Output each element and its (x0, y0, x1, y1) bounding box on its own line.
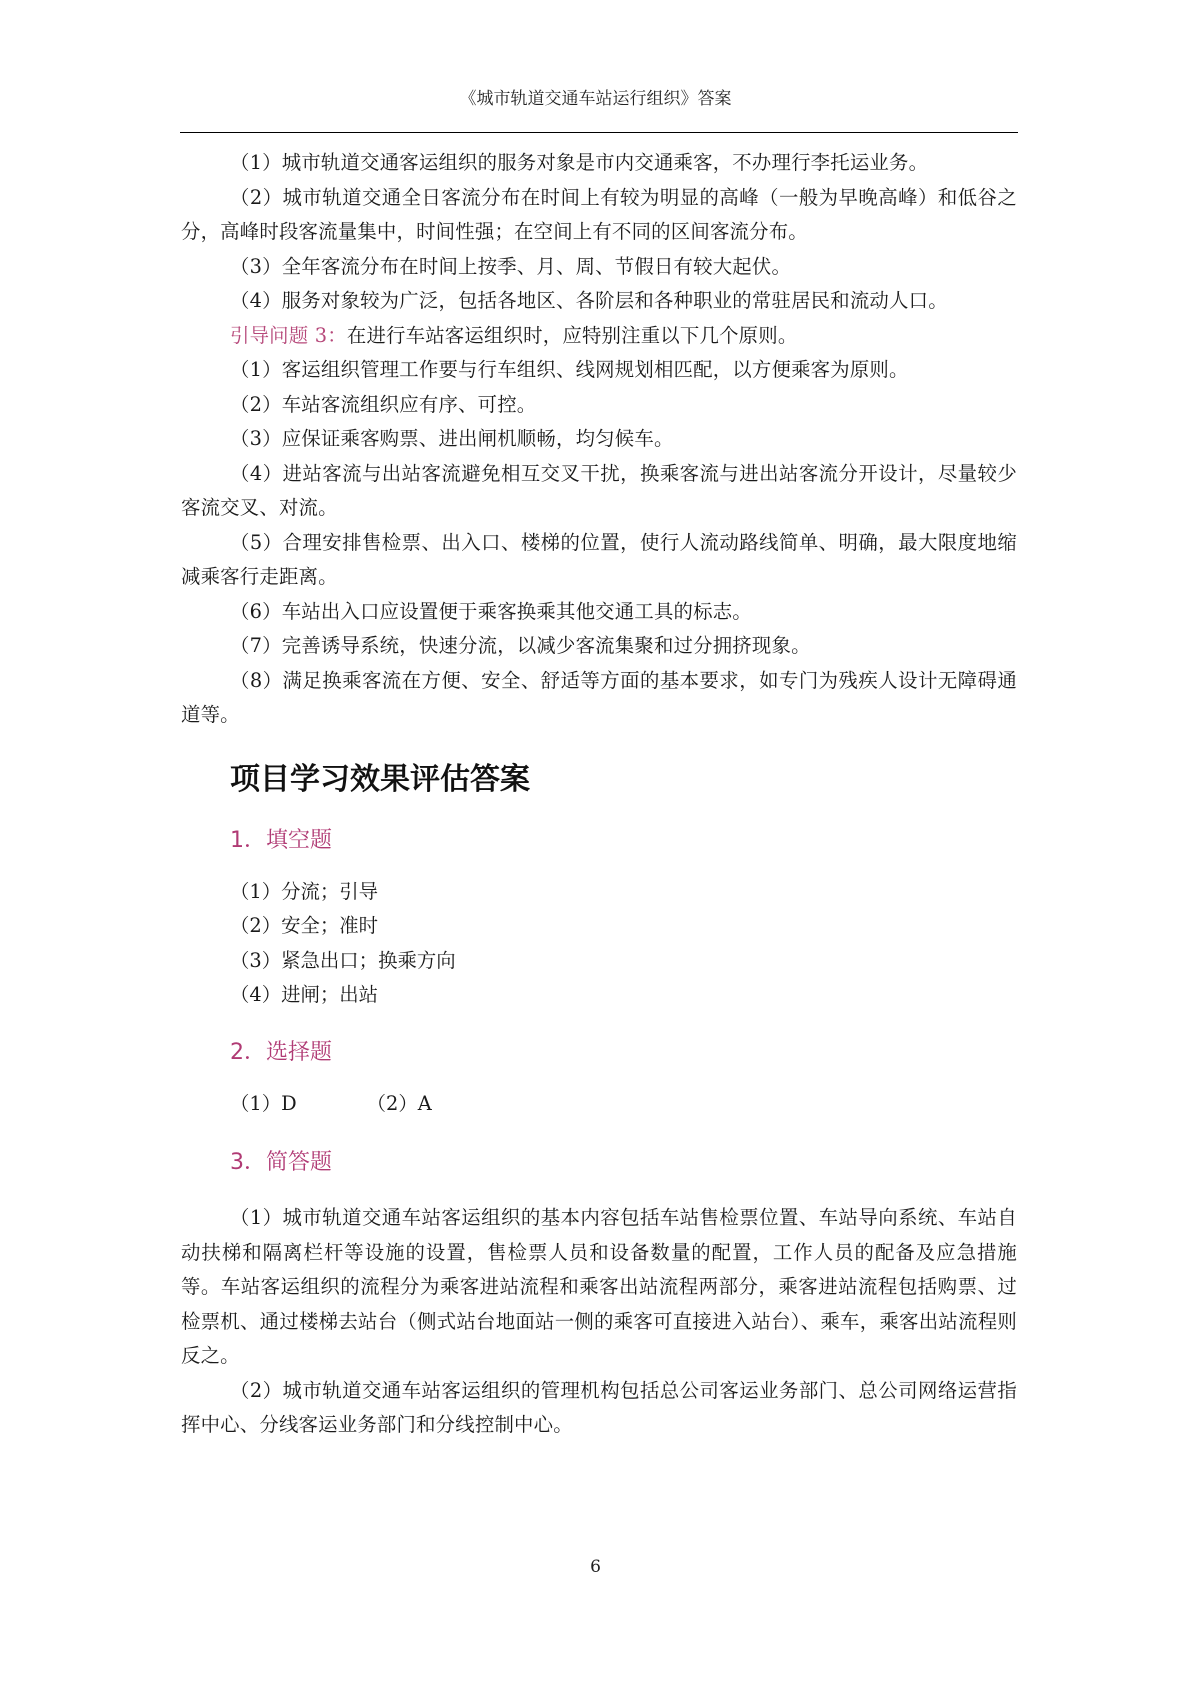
document-body (181, 146, 1017, 1443)
evaluation-title: 项目学习效果评估答案 (230, 761, 530, 797)
choice-answer-2: （2）A (366, 1091, 432, 1115)
short-answer-heading: 3．简答题 (230, 1150, 332, 1175)
intro-paragraph-3: （3）全年客流分布在时间上按季、月、周、节假日有较大起伏。 (230, 254, 792, 278)
short-answer-item-1: （1）城市轨道交通车站客运组织的基本内容包括车站售检票位置、车站导向系统、车站自动扶梯和隔离栏杆等设施的设置，售检票人员和设备数量的配置，工作人员的配备及应急措施等。车站客运组织的流程分为乘客进站流程和乘客出站流程两部分，乘客进站流程包括购票、过检票机、通过楼梯去站台（侧式站台地面站一侧的乘客可直接进入站台）、乘车，乘客出站流程则反之。 (181, 1206, 1017, 1367)
principle-1: （1）客运组织管理工作要与行车组织、线网规划相匹配，以方便乘客为原则。 (230, 358, 909, 381)
fill-blank-heading: 1．填空题 (230, 827, 332, 853)
page-number: 6 (590, 1557, 601, 1577)
header-rule (180, 132, 1018, 133)
principle-4: （4）进站客流与出站客流避免相互交叉干扰，换乘客流与进出站客流分开设计，尽量较少客流交叉、对流。 (181, 461, 1017, 519)
principle-7: （7）完善诱导系统，快速分流，以减少客流集聚和过分拥挤现象。 (230, 634, 811, 657)
intro-paragraph-2: （2）城市轨道交通全日客流分布在时间上有较为明显的高峰（一般为早晚高峰）和低谷之分，高峰时段客流量集中，时间性强；在空间上有不同的区间客流分布。 (181, 185, 1017, 243)
guide-question-text: 在进行车站客运组织时，应特别注重以下几个原则。 (346, 323, 798, 347)
guide-question-label: 引导问题 3： (230, 323, 347, 347)
choice-answer-1: （1）D (230, 1091, 297, 1115)
short-answer-item-2: （2）城市轨道交通车站客运组织的管理机构包括总公司客运业务部门、总公司网络运营指挥中心、分线客运业务部门和分线控制中心。 (181, 1378, 1017, 1436)
intro-paragraph-4: （4）服务对象较为广泛，包括各地区、各阶层和各种职业的常驻居民和流动人口。 (230, 289, 948, 312)
choice-heading: 2．选择题 (230, 1039, 332, 1065)
fill-blank-list (181, 875, 1017, 1013)
fill-blank-item: （2）安全；准时 (230, 914, 379, 937)
principle-6: （6）车站出入口应设置便于乘客换乘其他交通工具的标志。 (230, 599, 752, 623)
intro-paragraph-1: （1）城市轨道交通客运组织的服务对象是市内交通乘客，不办理行李托运业务。 (230, 151, 929, 174)
principle-8: （8）满足换乘客流在方便、安全、舒适等方面的基本要求，如专门为残疾人设计无障碍通道等。 (181, 668, 1017, 726)
fill-blank-item: （1）分流；引导 (230, 879, 379, 903)
short-answer-list (181, 1201, 1017, 1443)
principle-2: （2）车站客流组织应有序、可控。 (230, 392, 537, 416)
fill-blank-item: （3）紧急出口；换乘方向 (230, 948, 456, 972)
principle-3: （3）应保证乘客购票、进出闸机顺畅，均匀候车。 (230, 427, 674, 450)
page-header: 《城市轨道交通车站运行组织》答案 (459, 89, 732, 109)
choice-answers (230, 1087, 1017, 1122)
fill-blank-item: （4）进闸；出站 (230, 983, 379, 1006)
guide-question (181, 319, 1017, 354)
principle-5: （5）合理安排售检票、出入口、楼梯的位置，使行人流动路线简单、明确，最大限度地缩减乘客行走距离。 (181, 530, 1017, 588)
